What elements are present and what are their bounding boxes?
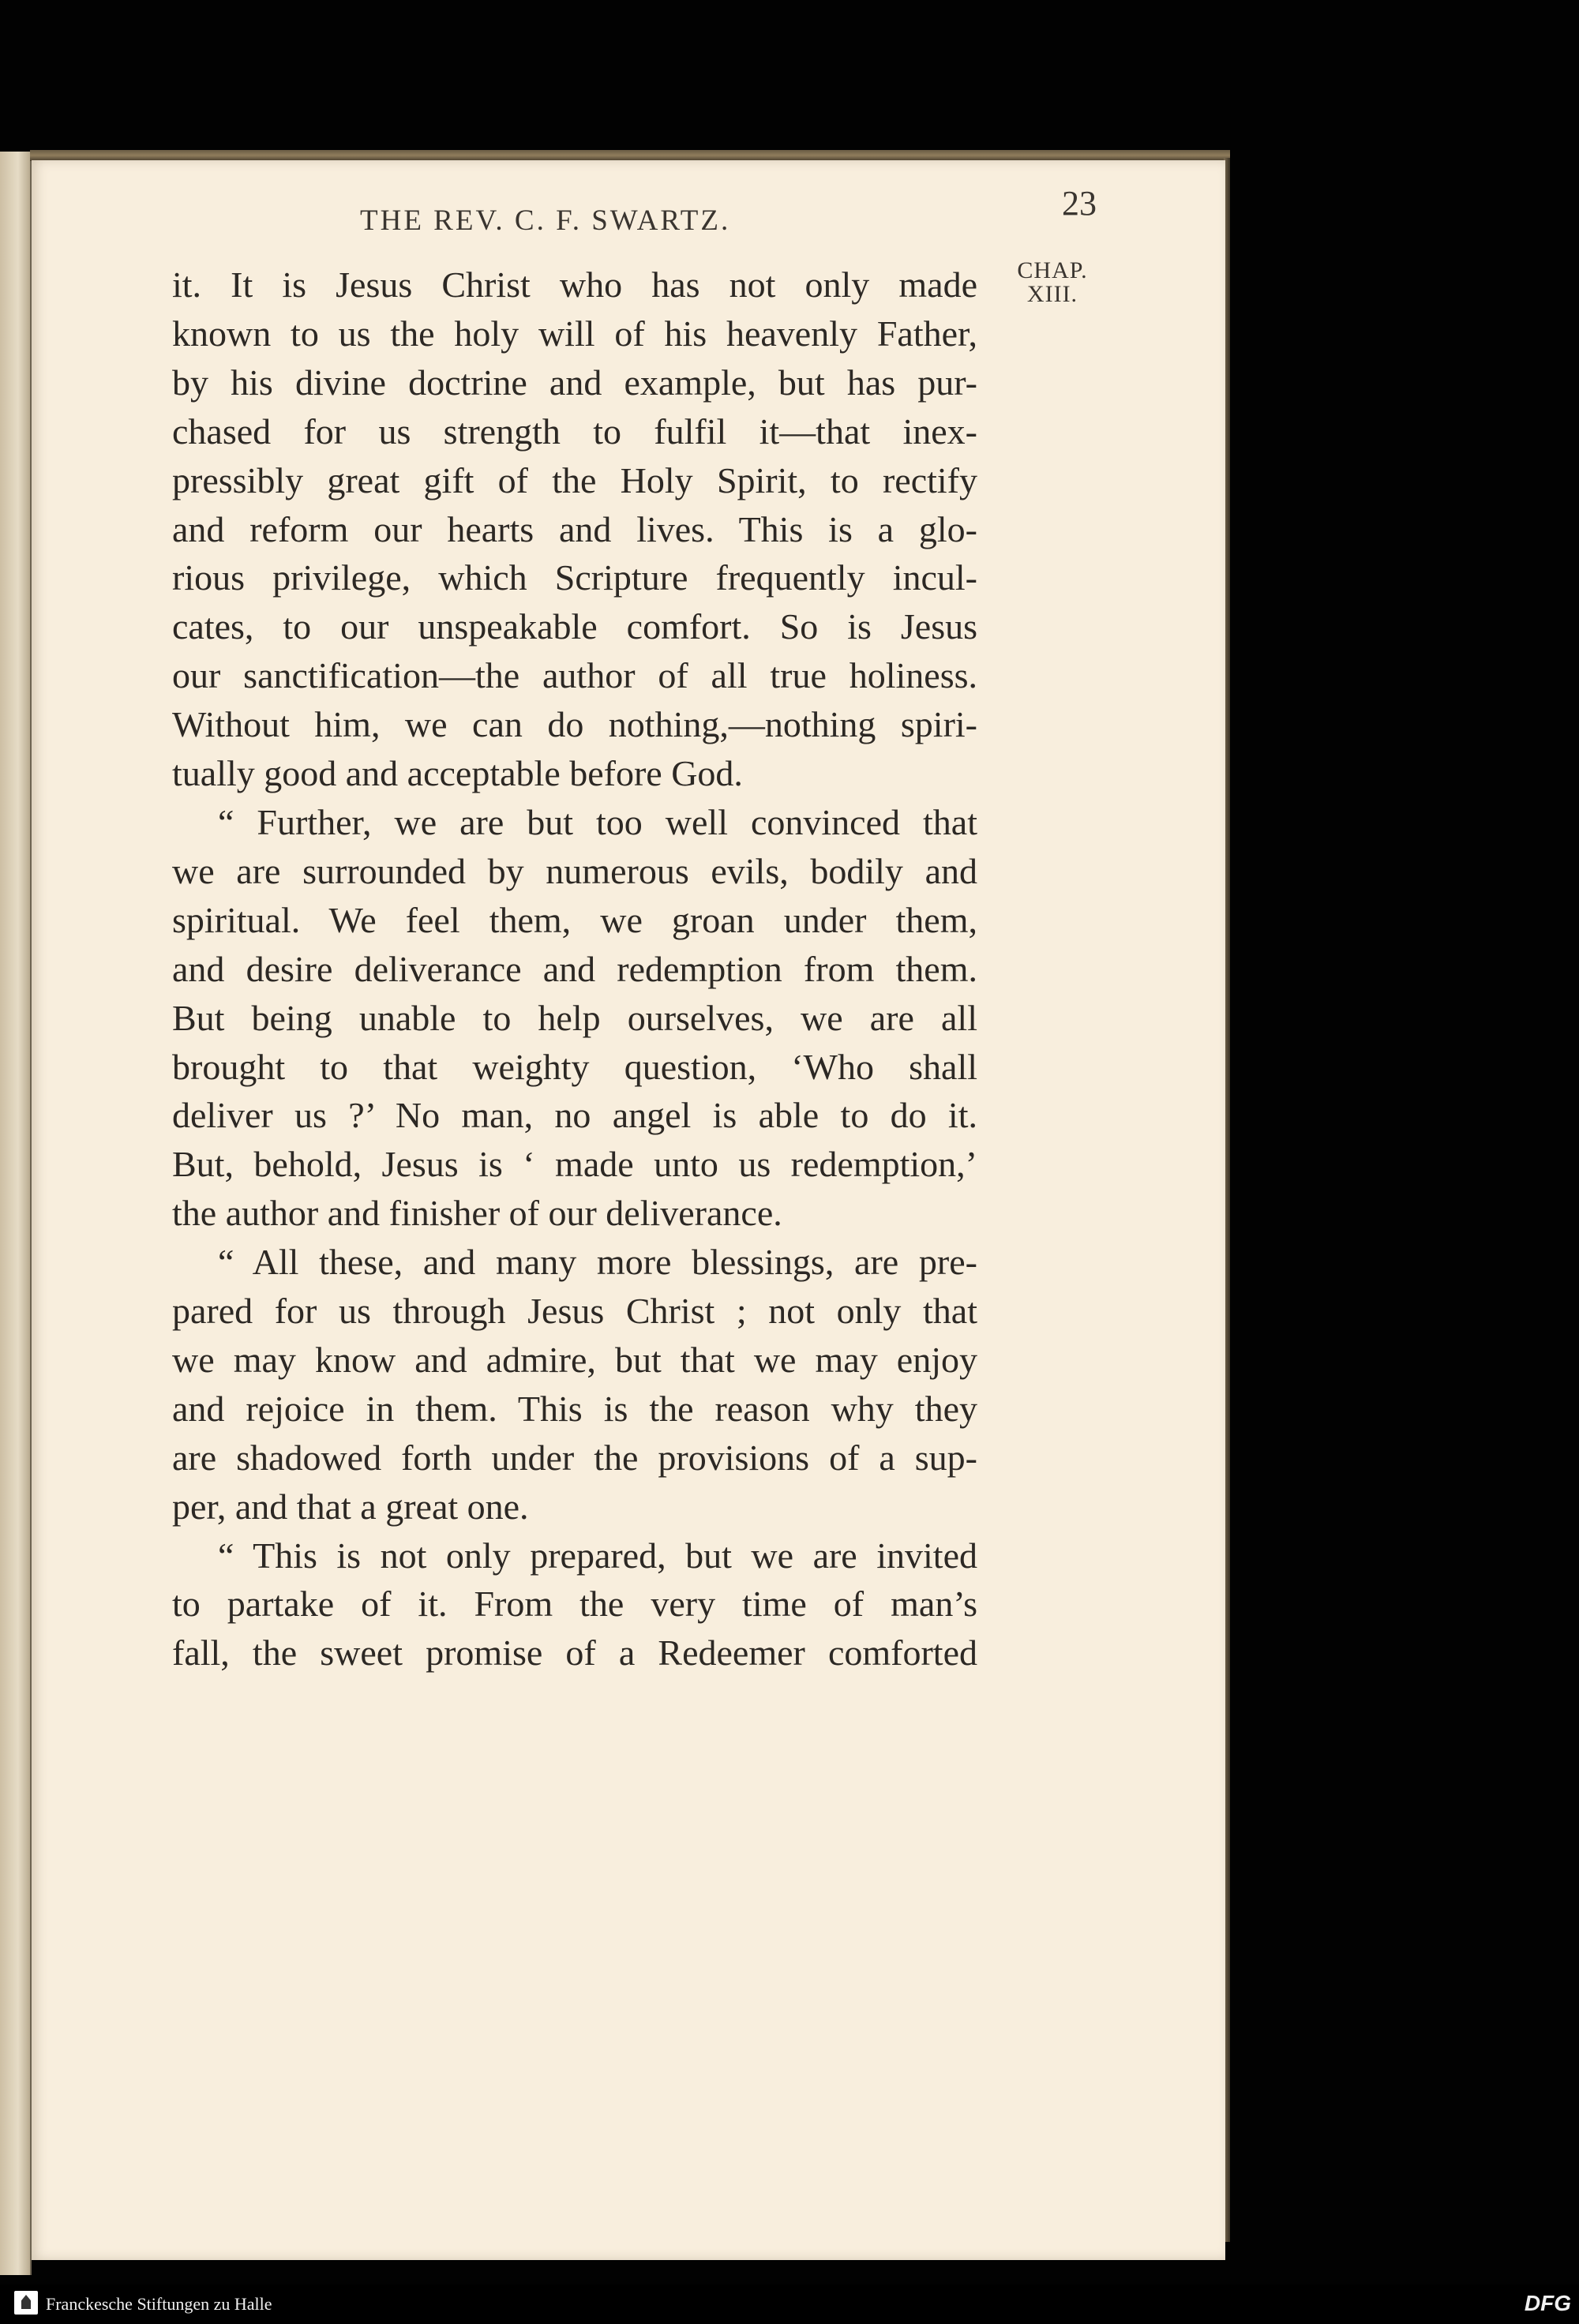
footer-bar bbox=[0, 2285, 1579, 2324]
book-top-edge bbox=[30, 150, 1230, 161]
text-line: “ Further, we are but too well convinced that bbox=[218, 801, 977, 842]
text-line: and rejoice in them. This is the reason why they bbox=[172, 1388, 977, 1429]
text-line: chased for us strength to fulfil it—that inex- bbox=[172, 410, 977, 452]
text-line: brought to that weighty question, ‘Who shall bbox=[172, 1046, 977, 1087]
text-line: cates, to our unspeakable comfort. So is Jesus bbox=[172, 606, 977, 647]
text-line: to partake of it. From the very time of man’s bbox=[172, 1584, 977, 1625]
text-line: But, behold, Jesus is ‘ made unto us redemption,’ bbox=[172, 1144, 977, 1185]
marginal-chap-number: XIII. bbox=[1026, 281, 1078, 307]
text-line: per, and that a great one. bbox=[172, 1486, 529, 1527]
text-line: deliver us ?’ No man, no angel is able to do it. bbox=[172, 1095, 977, 1136]
page-number: 23 bbox=[1062, 184, 1097, 223]
text-line: Without him, we can do nothing,—nothing spiri- bbox=[172, 704, 977, 745]
marginal-chap-label: CHAP. bbox=[1017, 257, 1088, 283]
body-text bbox=[172, 261, 977, 1677]
text-line: rious privilege, which Scripture frequently incul- bbox=[172, 557, 977, 598]
text-line: spiritual. We feel them, we groan under them, bbox=[172, 899, 977, 940]
text-line: “ This is not only prepared, but we are invited bbox=[218, 1535, 977, 1576]
text-line: our sanctification—the author of all true holiness. bbox=[172, 655, 977, 696]
text-line: pressibly great gift of the Holy Spirit, to rectify bbox=[172, 459, 977, 500]
text-line: by his divine doctrine and example, but has pur- bbox=[172, 362, 977, 403]
footer-institution: Franckesche Stiftungen zu Halle bbox=[46, 2294, 272, 2314]
text-line: pared for us through Jesus Christ ; not only that bbox=[172, 1291, 977, 1332]
footer-dfg-logo: DFG bbox=[1524, 2291, 1571, 2315]
text-line: But being unable to help ourselves, we are all bbox=[172, 997, 977, 1038]
running-head: THE REV. C. F. SWARTZ. bbox=[360, 204, 731, 237]
chapter-marginal-note bbox=[1001, 259, 1104, 306]
text-line: and desire deliverance and redemption from them. bbox=[172, 948, 977, 989]
text-line: and reform our hearts and lives. This is a glo- bbox=[172, 508, 977, 549]
text-line: fall, the sweet promise of a Redeemer comforted bbox=[172, 1632, 977, 1674]
text-line: “ All these, and many more blessings, are pre- bbox=[218, 1242, 977, 1283]
text-line: the author and finisher of our deliverance. bbox=[172, 1193, 782, 1234]
text-line: known to us the holy will of his heavenly Father, bbox=[172, 313, 977, 354]
text-line: it. It is Jesus Christ who has not only made bbox=[172, 264, 977, 305]
text-line: tually good and acceptable before God. bbox=[172, 753, 743, 794]
facing-page-edge bbox=[0, 152, 32, 2275]
text-line: we are surrounded by numerous evils, bodily and bbox=[172, 850, 977, 891]
text-line: we may know and admire, but that we may enjoy bbox=[172, 1339, 977, 1380]
foundation-logo-icon bbox=[14, 2291, 38, 2315]
text-line: are shadowed forth under the provisions of a sup- bbox=[172, 1437, 977, 1478]
